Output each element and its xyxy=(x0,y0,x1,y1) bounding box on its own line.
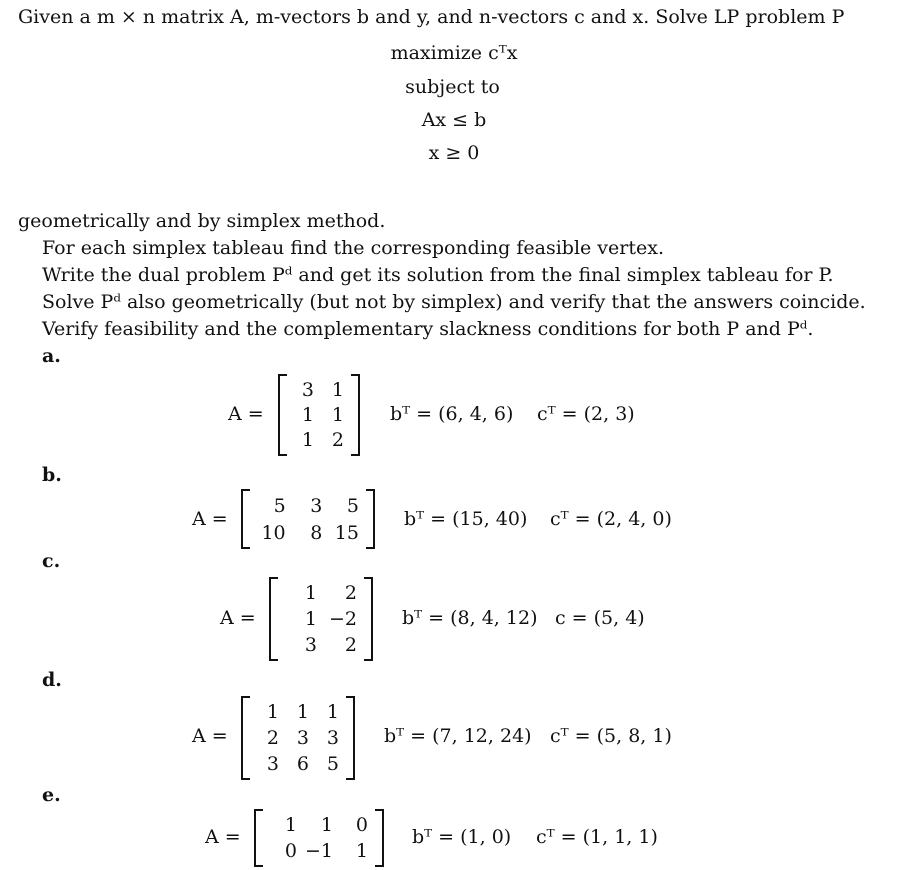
matrix-cell: 1 xyxy=(301,429,314,452)
constraint-x-ge-0: x ≥ 0 xyxy=(428,142,480,164)
part-label-a: a. xyxy=(42,345,61,367)
matrix-cell: −1 xyxy=(304,840,333,862)
matrix-cell: 1 xyxy=(284,814,297,836)
matrix-d xyxy=(243,697,353,779)
matrix-cell: 2 xyxy=(344,582,357,604)
matrix-cell: 3 xyxy=(304,634,317,656)
matrix-label-d: A = xyxy=(192,725,228,747)
part-label-b: b. xyxy=(42,464,62,486)
matrix-cell: 1 xyxy=(326,701,339,723)
subject-to: subject to xyxy=(405,76,500,98)
matrix-label-b: A = xyxy=(192,508,228,530)
matrix-label-c: A = xyxy=(220,607,256,629)
matrix-cell: 1 xyxy=(266,701,279,723)
matrix-cell: −2 xyxy=(328,608,357,630)
matrix-cell: 6 xyxy=(296,753,309,775)
vector-b-c: bᵀ = (8, 4, 12) xyxy=(402,607,538,629)
matrix-cell: 1 xyxy=(304,608,317,630)
matrix-cell: 1 xyxy=(320,814,333,836)
matrix-cell: 2 xyxy=(331,429,344,452)
part-label-c: c. xyxy=(42,550,61,572)
matrix-cell: 3 xyxy=(310,494,323,517)
matrix-cell: 5 xyxy=(346,494,359,517)
instruction-line-5: Verify feasibility and the complementary slackness conditions for both P and Pᵈ. xyxy=(42,318,814,340)
matrix-cell: 5 xyxy=(273,494,286,517)
matrix-c xyxy=(271,578,371,660)
vector-b-a: bᵀ = (6, 4, 6) xyxy=(390,403,514,425)
vector-c-c: c = (5, 4) xyxy=(555,607,645,629)
matrix-cell: 8 xyxy=(310,521,323,544)
instruction-line-1: geometrically and by simplex method. xyxy=(18,210,386,232)
matrix-cell: 10 xyxy=(261,521,286,544)
matrix-cell: 2 xyxy=(266,727,279,749)
instruction-line-4: Solve Pᵈ also geometrically (but not by simplex) and verify that the answers coincide. xyxy=(42,291,866,313)
matrix-cell: 1 xyxy=(355,840,368,862)
vector-b-b: bᵀ = (15, 40) xyxy=(404,508,528,530)
part-label-d: d. xyxy=(42,669,62,691)
matrix-cell: 3 xyxy=(326,727,339,749)
vector-c-d: cᵀ = (5, 8, 1) xyxy=(550,725,672,747)
matrix-cell: 0 xyxy=(284,840,297,862)
instruction-line-3: Write the dual problem Pᵈ and get its solution from the final simplex tableau for P. xyxy=(42,264,834,286)
matrix-cell: 1 xyxy=(331,378,344,401)
matrix-cell: 3 xyxy=(266,753,279,775)
vector-b-e: bᵀ = (1, 0) xyxy=(412,826,512,848)
vector-b-d: bᵀ = (7, 12, 24) xyxy=(384,725,532,747)
matrix-cell: 1 xyxy=(331,403,344,426)
matrix-cell: 5 xyxy=(326,753,339,775)
instruction-line-2: For each simplex tableau find the corresponding feasible vertex. xyxy=(42,237,664,259)
vector-c-b: cᵀ = (2, 4, 0) xyxy=(550,508,672,530)
constraint-ax-le-b: Ax ≤ b xyxy=(421,109,487,131)
matrix-cell: 3 xyxy=(296,727,309,749)
matrix-b xyxy=(243,490,373,548)
problem-statement: Given a m × n matrix A, m-vectors b and y, and n-vectors c and x. Solve LP problem P xyxy=(18,6,845,28)
matrix-label-e: A = xyxy=(205,826,241,848)
vector-c-a: cᵀ = (2, 3) xyxy=(537,403,635,425)
matrix-a xyxy=(280,375,358,455)
matrix-cell: 3 xyxy=(301,378,314,401)
part-label-e: e. xyxy=(42,784,61,806)
matrix-cell: 1 xyxy=(304,582,317,604)
objective: maximize cᵀx xyxy=(390,42,518,64)
matrix-e xyxy=(256,810,382,866)
matrix-cell: 1 xyxy=(301,403,314,426)
matrix-cell: 0 xyxy=(355,814,368,836)
vector-c-e: cᵀ = (1, 1, 1) xyxy=(536,826,658,848)
matrix-label-a: A = xyxy=(228,403,264,425)
matrix-cell: 1 xyxy=(296,701,309,723)
matrix-cell: 2 xyxy=(344,634,357,656)
matrix-cell: 15 xyxy=(334,521,359,544)
